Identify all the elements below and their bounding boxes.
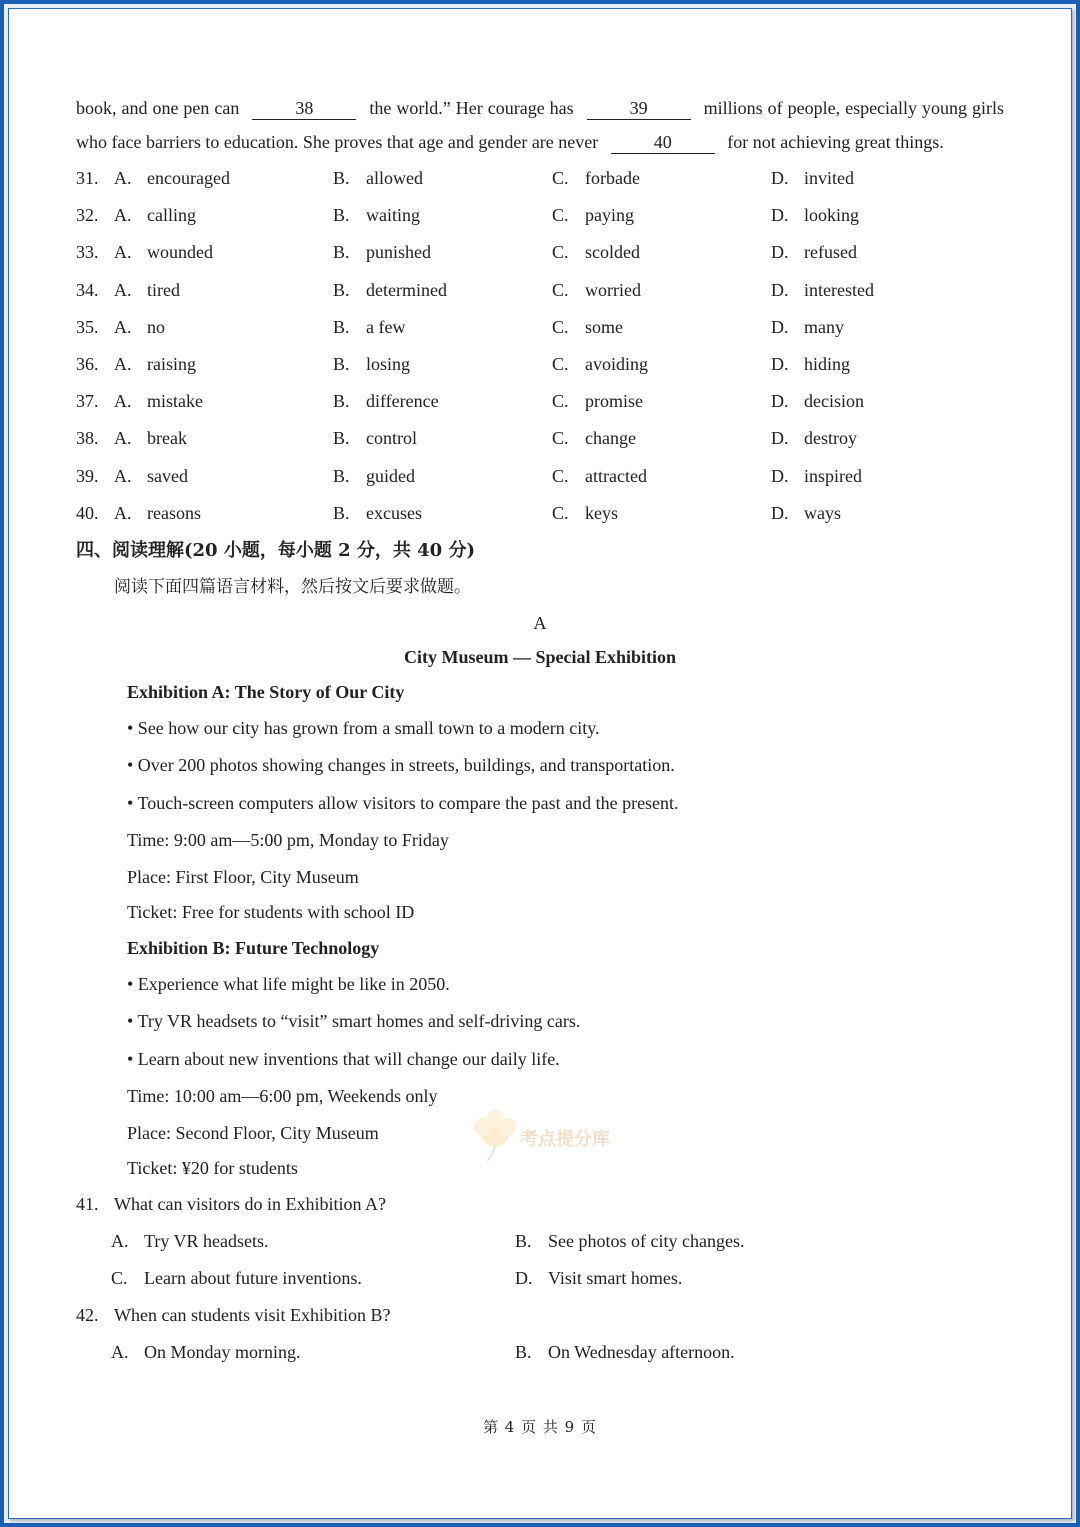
page-footer: 第 4 页 共 9 页 xyxy=(483,1418,597,1436)
option-letter: B. xyxy=(333,391,350,412)
option-a xyxy=(114,428,333,449)
option-text: change xyxy=(585,428,636,449)
option-d xyxy=(771,317,971,338)
option-d xyxy=(771,242,971,263)
exhibition-place: Place: First Floor, City Museum xyxy=(127,866,359,887)
option-b xyxy=(333,205,552,226)
option-a xyxy=(114,280,333,301)
option-letter: B. xyxy=(333,242,350,263)
question-text: What can visitors do in Exhibition A? xyxy=(114,1193,386,1214)
option-a xyxy=(114,466,333,487)
option-c xyxy=(552,503,771,524)
text-fragment: millions of people, especially young xyxy=(703,98,968,118)
option-text: On Monday morning. xyxy=(144,1341,301,1362)
option-letter: C. xyxy=(552,391,569,412)
question-41 xyxy=(76,1186,1004,1223)
option-text: break xyxy=(147,428,187,449)
option-a xyxy=(114,242,333,263)
text-fragment: book, and one pen can xyxy=(76,98,240,118)
option-letter: D. xyxy=(771,465,789,486)
option-text: worried xyxy=(585,279,641,300)
watermark-text: 考点提分库 xyxy=(520,1129,610,1150)
option-row xyxy=(76,420,1004,457)
exhibition-heading: Exhibition B: Future Technology xyxy=(127,937,380,958)
option-text: ways xyxy=(804,502,841,523)
option-a xyxy=(114,168,333,189)
flower-icon xyxy=(465,1105,525,1165)
option-letter: D. xyxy=(771,502,789,523)
option-letter: C. xyxy=(552,205,569,226)
option-letter: D. xyxy=(771,279,789,300)
exhibition-time: Time: 9:00 am—5:00 pm, Monday to Friday xyxy=(127,830,449,851)
option-letter: D. xyxy=(771,354,789,375)
option-text: attracted xyxy=(585,465,647,486)
option-row xyxy=(76,309,1004,346)
option-text: control xyxy=(366,428,417,449)
option-letter: C. xyxy=(552,428,569,449)
answer-option-d[interactable] xyxy=(515,1260,919,1297)
option-text: raising xyxy=(147,354,196,375)
option-letter: D. xyxy=(771,242,789,263)
option-c xyxy=(552,242,771,263)
option-letter: B. xyxy=(515,1230,532,1251)
blank-38: 38 xyxy=(252,97,356,120)
option-text: looking xyxy=(804,205,860,226)
answer-row xyxy=(76,1223,1004,1260)
option-text: promise xyxy=(585,391,643,412)
question-number: 41. xyxy=(76,1193,99,1214)
option-text: keys xyxy=(585,502,618,523)
option-text: avoiding xyxy=(585,354,648,375)
option-text: inspired xyxy=(804,465,862,486)
exhibition-ticket: Ticket: ¥20 for students xyxy=(127,1157,298,1178)
option-letter: B. xyxy=(333,502,350,523)
option-row xyxy=(76,346,1004,383)
option-c xyxy=(552,391,771,412)
blank-40: 40 xyxy=(611,131,715,154)
option-letter: C. xyxy=(552,354,569,375)
option-letter: A. xyxy=(114,316,132,337)
option-b xyxy=(333,503,552,524)
bullet-item: • See how our city has grown from a small town to a modern city. xyxy=(127,717,600,738)
question-text: When can students visit Exhibition B? xyxy=(114,1304,391,1325)
option-b xyxy=(333,242,552,263)
option-text: excuses xyxy=(366,502,422,523)
answer-option-a[interactable] xyxy=(111,1334,515,1371)
option-c xyxy=(552,317,771,338)
option-c xyxy=(552,205,771,226)
option-letter: C. xyxy=(111,1267,128,1288)
option-letter: A. xyxy=(111,1230,129,1251)
question-number: 34. xyxy=(76,279,99,300)
option-text: difference xyxy=(366,391,439,412)
option-row xyxy=(76,160,1004,197)
option-text: See photos of city changes. xyxy=(548,1230,745,1251)
question-number: 31. xyxy=(76,168,99,189)
option-text: allowed xyxy=(366,168,423,189)
question-number: 35. xyxy=(76,316,99,337)
answer-option-b[interactable] xyxy=(515,1223,919,1260)
answer-option-a[interactable] xyxy=(111,1223,515,1260)
exhibition-a xyxy=(76,674,1004,930)
option-d xyxy=(771,205,971,226)
option-letter: D. xyxy=(771,168,789,189)
answer-option-c[interactable] xyxy=(111,1260,515,1297)
text-fragment: things. xyxy=(895,131,944,152)
text-fragment: girls who face barriers to education. She proves that age and gender are never xyxy=(76,98,1005,152)
option-text: determined xyxy=(366,279,447,300)
option-letter: A. xyxy=(114,502,132,523)
option-letter: C. xyxy=(552,316,569,337)
option-c xyxy=(552,280,771,301)
option-letter: A. xyxy=(114,465,132,486)
question-number: 33. xyxy=(76,242,99,263)
bullet-item: • Over 200 photos showing changes in streets, buildings, and transportation. xyxy=(127,755,675,776)
option-text: decision xyxy=(804,391,864,412)
option-text: many xyxy=(804,316,844,337)
bullet-item: • Try VR headsets to “visit” smart homes and self-driving cars. xyxy=(127,1011,581,1032)
option-c xyxy=(552,168,771,189)
option-row xyxy=(76,197,1004,234)
option-d xyxy=(771,280,971,301)
option-text: forbade xyxy=(585,168,640,189)
option-a xyxy=(114,317,333,338)
question-number: 40. xyxy=(76,502,99,523)
cloze-options xyxy=(76,160,1004,532)
option-b xyxy=(333,391,552,412)
option-text: tired xyxy=(147,279,180,300)
option-row xyxy=(76,495,1004,532)
option-row xyxy=(76,383,1004,420)
option-text: paying xyxy=(585,205,634,226)
option-letter: B. xyxy=(333,354,350,375)
option-d xyxy=(771,428,971,449)
option-b xyxy=(333,317,552,338)
option-text: scolded xyxy=(585,242,640,263)
option-d xyxy=(771,503,971,524)
question-42 xyxy=(76,1297,1004,1334)
option-letter: B. xyxy=(333,316,350,337)
passage-title: City Museum — Special Exhibition xyxy=(403,646,677,667)
option-c xyxy=(552,428,771,449)
passage-letter: A xyxy=(533,612,547,633)
option-text: wounded xyxy=(147,242,213,263)
question-number: 38. xyxy=(76,428,99,449)
option-letter: D. xyxy=(771,428,789,449)
option-text: Try VR headsets. xyxy=(144,1230,269,1251)
option-letter: B. xyxy=(515,1341,532,1362)
answer-option-b[interactable] xyxy=(515,1334,919,1371)
option-letter: B. xyxy=(333,465,350,486)
exhibition-time: Time: 10:00 am—6:00 pm, Weekends only xyxy=(127,1086,438,1107)
option-letter: A. xyxy=(114,242,132,263)
option-text: mistake xyxy=(147,391,203,412)
passage-tail xyxy=(76,92,1004,159)
option-letter: A. xyxy=(114,168,132,189)
option-text: losing xyxy=(366,354,411,375)
bullet-item: • Learn about new inventions that will change our daily life. xyxy=(127,1048,560,1069)
option-text: invited xyxy=(804,168,854,189)
option-text: calling xyxy=(147,205,196,226)
option-b xyxy=(333,466,552,487)
option-letter: D. xyxy=(771,391,789,412)
option-text: reasons xyxy=(147,502,201,523)
exhibition-place: Place: Second Floor, City Museum xyxy=(127,1122,379,1143)
text-fragment: for not achieving great xyxy=(727,131,891,152)
option-text: refused xyxy=(804,242,857,263)
option-b xyxy=(333,428,552,449)
option-a xyxy=(114,354,333,375)
option-text: interested xyxy=(804,279,874,300)
option-d xyxy=(771,354,971,375)
option-letter: C. xyxy=(552,242,569,263)
section-instructions: 阅读下面四篇语言材料，然后按文后要求做题。 xyxy=(114,576,471,597)
option-d xyxy=(771,168,971,189)
option-letter: B. xyxy=(333,205,350,226)
option-text: no xyxy=(147,316,165,337)
option-d xyxy=(771,466,971,487)
option-c xyxy=(552,354,771,375)
option-a xyxy=(114,205,333,226)
option-text: punished xyxy=(366,242,431,263)
option-letter: A. xyxy=(114,279,132,300)
question-number: 37. xyxy=(76,391,99,412)
option-c xyxy=(552,466,771,487)
answer-row xyxy=(76,1260,1004,1297)
option-a xyxy=(114,503,333,524)
option-row xyxy=(76,234,1004,271)
option-text: Learn about future inventions. xyxy=(144,1267,362,1288)
section-title: 四、阅读理解(20 小题，每小题 2 分，共 40 分) xyxy=(76,539,475,561)
option-letter: A. xyxy=(114,391,132,412)
option-letter: A. xyxy=(114,354,132,375)
option-b xyxy=(333,280,552,301)
option-b xyxy=(333,354,552,375)
option-a xyxy=(114,391,333,412)
option-text: saved xyxy=(147,465,188,486)
option-b xyxy=(333,168,552,189)
bullet-item: • Experience what life might be like in 2050. xyxy=(127,973,450,994)
option-letter: D. xyxy=(771,205,789,226)
question-number: 32. xyxy=(76,205,99,226)
option-letter: C. xyxy=(552,502,569,523)
exhibition-heading: Exhibition A: The Story of Our City xyxy=(127,681,405,702)
option-text: Visit smart homes. xyxy=(548,1267,683,1288)
option-letter: C. xyxy=(552,465,569,486)
option-letter: D. xyxy=(771,316,789,337)
option-letter: D. xyxy=(515,1267,533,1288)
option-letter: A. xyxy=(114,428,132,449)
option-text: some xyxy=(585,316,623,337)
option-letter: B. xyxy=(333,168,350,189)
option-letter: B. xyxy=(333,428,350,449)
option-text: guided xyxy=(366,465,415,486)
option-text: destroy xyxy=(804,428,857,449)
watermark-logo xyxy=(465,1105,645,1165)
option-row xyxy=(76,272,1004,309)
option-letter: B. xyxy=(333,279,350,300)
question-number: 42. xyxy=(76,1304,99,1325)
option-text: encouraged xyxy=(147,168,230,189)
option-letter: C. xyxy=(552,279,569,300)
option-row xyxy=(76,458,1004,495)
option-letter: A. xyxy=(114,205,132,226)
option-text: a few xyxy=(366,316,406,337)
option-text: hiding xyxy=(804,354,851,375)
question-number: 39. xyxy=(76,465,99,486)
answer-row xyxy=(76,1334,1004,1371)
option-text: waiting xyxy=(366,205,420,226)
text-fragment: the world.” Her courage has xyxy=(369,98,574,118)
option-letter: A. xyxy=(111,1341,129,1362)
option-d xyxy=(771,391,971,412)
bullet-item: • Touch-screen computers allow visitors to compare the past and the present. xyxy=(127,792,679,813)
option-letter: C. xyxy=(552,168,569,189)
question-number: 36. xyxy=(76,354,99,375)
option-text: On Wednesday afternoon. xyxy=(548,1341,735,1362)
document-content xyxy=(76,92,1004,1371)
blank-39: 39 xyxy=(587,97,691,120)
exhibition-ticket: Ticket: Free for students with school ID xyxy=(127,901,415,922)
